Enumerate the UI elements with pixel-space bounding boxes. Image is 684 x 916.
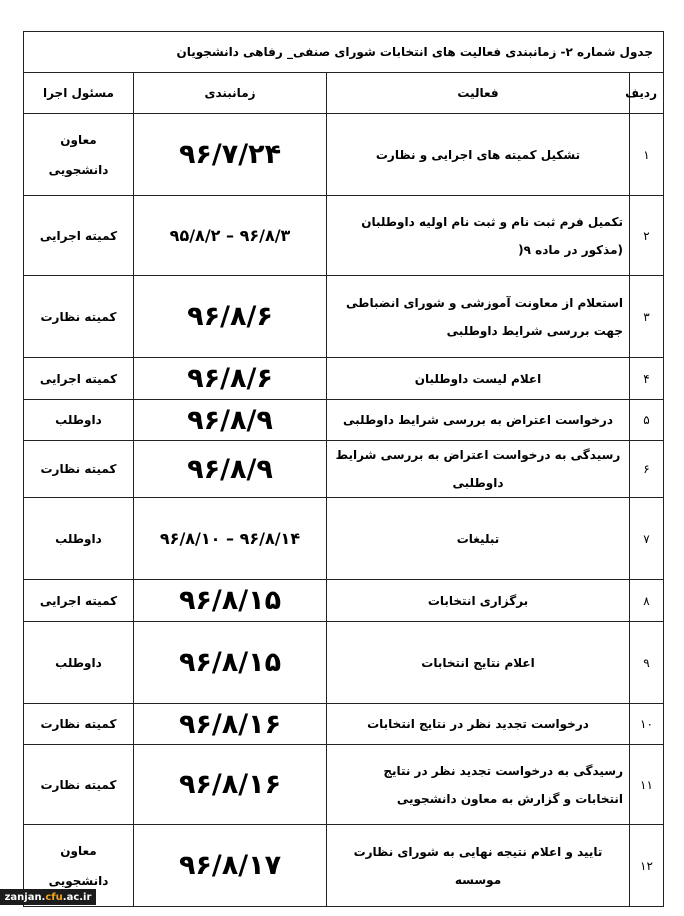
responsible-cell: کمیته اجرایی xyxy=(23,196,133,276)
header-row-number: ردیف xyxy=(630,73,664,114)
responsible-cell: معاون دانشجویی xyxy=(23,114,133,196)
schedule-cell: ۹۶/۸/۱۶ xyxy=(134,704,327,745)
row-number-cell: ۸ xyxy=(630,580,664,622)
activity-cell: اعلام نتایج انتخابات xyxy=(327,622,630,704)
schedule-cell: ۹۶/۸/۳ – ۹۵/۸/۲ xyxy=(134,196,327,276)
responsible-cell: کمیته نظارت xyxy=(23,441,133,498)
header-activity: فعالیت xyxy=(327,73,630,114)
table-row xyxy=(23,114,663,196)
header-schedule: زمانبندی xyxy=(134,73,327,114)
row-number-cell: ۹ xyxy=(630,622,664,704)
row-number-cell: ۱۲ xyxy=(630,825,664,907)
row-number-cell: ۵ xyxy=(630,400,664,441)
schedule-cell: ۹۶/۸/۹ xyxy=(134,400,327,441)
schedule-cell: ۹۶/۸/۱۷ xyxy=(134,825,327,907)
table-row xyxy=(23,622,663,704)
table-row xyxy=(23,441,663,498)
activity-cell: اعلام لیست داوطلبان xyxy=(327,358,630,400)
responsible-cell: کمیته اجرایی xyxy=(23,358,133,400)
site-logo xyxy=(0,889,96,905)
responsible-cell: داوطلب xyxy=(23,622,133,704)
responsible-cell: کمیته اجرایی xyxy=(23,580,133,622)
row-number-cell: ۲ xyxy=(630,196,664,276)
activity-cell: تبلیغات xyxy=(327,498,630,580)
schedule-cell: ۹۶/۸/۹ xyxy=(134,441,327,498)
table-row xyxy=(23,704,663,745)
table-row xyxy=(23,825,663,907)
row-number-cell: ۱۰ xyxy=(630,704,664,745)
schedule-cell: ۹۶/۸/۱۵ xyxy=(134,580,327,622)
row-number-cell: ۱۱ xyxy=(630,745,664,825)
logo-prefix: zanjan. xyxy=(4,891,46,903)
table-row xyxy=(23,196,663,276)
schedule-cell: ۹۶/۸/۱۵ xyxy=(134,622,327,704)
responsible-cell: معاون دانشجویی xyxy=(23,825,133,907)
table-row xyxy=(23,358,663,400)
logo-accent: cfu xyxy=(45,891,63,903)
table-row xyxy=(23,400,663,441)
logo-suffix: .ac.ir xyxy=(62,891,92,903)
table-caption: جدول شماره ۲- زمانبندی فعالیت های انتخابات شورای صنفی_ رفاهی دانشجویان xyxy=(23,32,663,73)
schedule-cell: ۹۶/۸/۱۶ xyxy=(134,745,327,825)
activity-cell: برگزاری انتخابات xyxy=(327,580,630,622)
activity-cell: تایید و اعلام نتیجه نهایی به شورای نظارت موسسه xyxy=(327,825,630,907)
table-row xyxy=(23,745,663,825)
table-row xyxy=(23,276,663,358)
activity-cell: درخواست اعتراض به بررسی شرایط داوطلبی xyxy=(327,400,630,441)
activity-cell: درخواست تجدید نظر در نتایج انتخابات xyxy=(327,704,630,745)
activity-cell: تکمیل فرم ثبت نام و ثبت نام اولیه داوطلبان (مذکور در ماده ۹( xyxy=(327,196,630,276)
responsible-cell: کمیته نظارت xyxy=(23,745,133,825)
schedule-table xyxy=(23,31,664,907)
schedule-cell: ۹۶/۷/۲۴ xyxy=(134,114,327,196)
activity-cell: استعلام از معاونت آموزشی و شورای انضباطی جهت بررسی شرایط داوطلبی xyxy=(327,276,630,358)
table-row xyxy=(23,498,663,580)
row-number-cell: ۴ xyxy=(630,358,664,400)
activity-cell: رسیدگی به درخواست تجدید نظر در نتایج انتخابات و گزارش به معاون دانشجویی xyxy=(327,745,630,825)
schedule-cell: ۹۶/۸/۶ xyxy=(134,276,327,358)
responsible-cell: داوطلب xyxy=(23,400,133,441)
row-number-cell: ۷ xyxy=(630,498,664,580)
table-row xyxy=(23,580,663,622)
row-number-cell: ۱ xyxy=(630,114,664,196)
row-number-cell: ۳ xyxy=(630,276,664,358)
responsible-cell: کمیته نظارت xyxy=(23,276,133,358)
table-header-row xyxy=(23,73,663,114)
header-responsible: مسئول اجرا xyxy=(23,73,133,114)
schedule-document xyxy=(24,31,664,893)
schedule-cell: ۹۶/۸/۱۴ – ۹۶/۸/۱۰ xyxy=(134,498,327,580)
activity-cell: تشکیل کمیته های اجرایی و نظارت xyxy=(327,114,630,196)
activity-cell: رسیدگی به درخواست اعتراض به بررسی شرایط داوطلبی xyxy=(327,441,630,498)
schedule-cell: ۹۶/۸/۶ xyxy=(134,358,327,400)
responsible-cell: داوطلب xyxy=(23,498,133,580)
row-number-cell: ۶ xyxy=(630,441,664,498)
responsible-cell: کمیته نظارت xyxy=(23,704,133,745)
table-caption-row xyxy=(23,32,663,73)
